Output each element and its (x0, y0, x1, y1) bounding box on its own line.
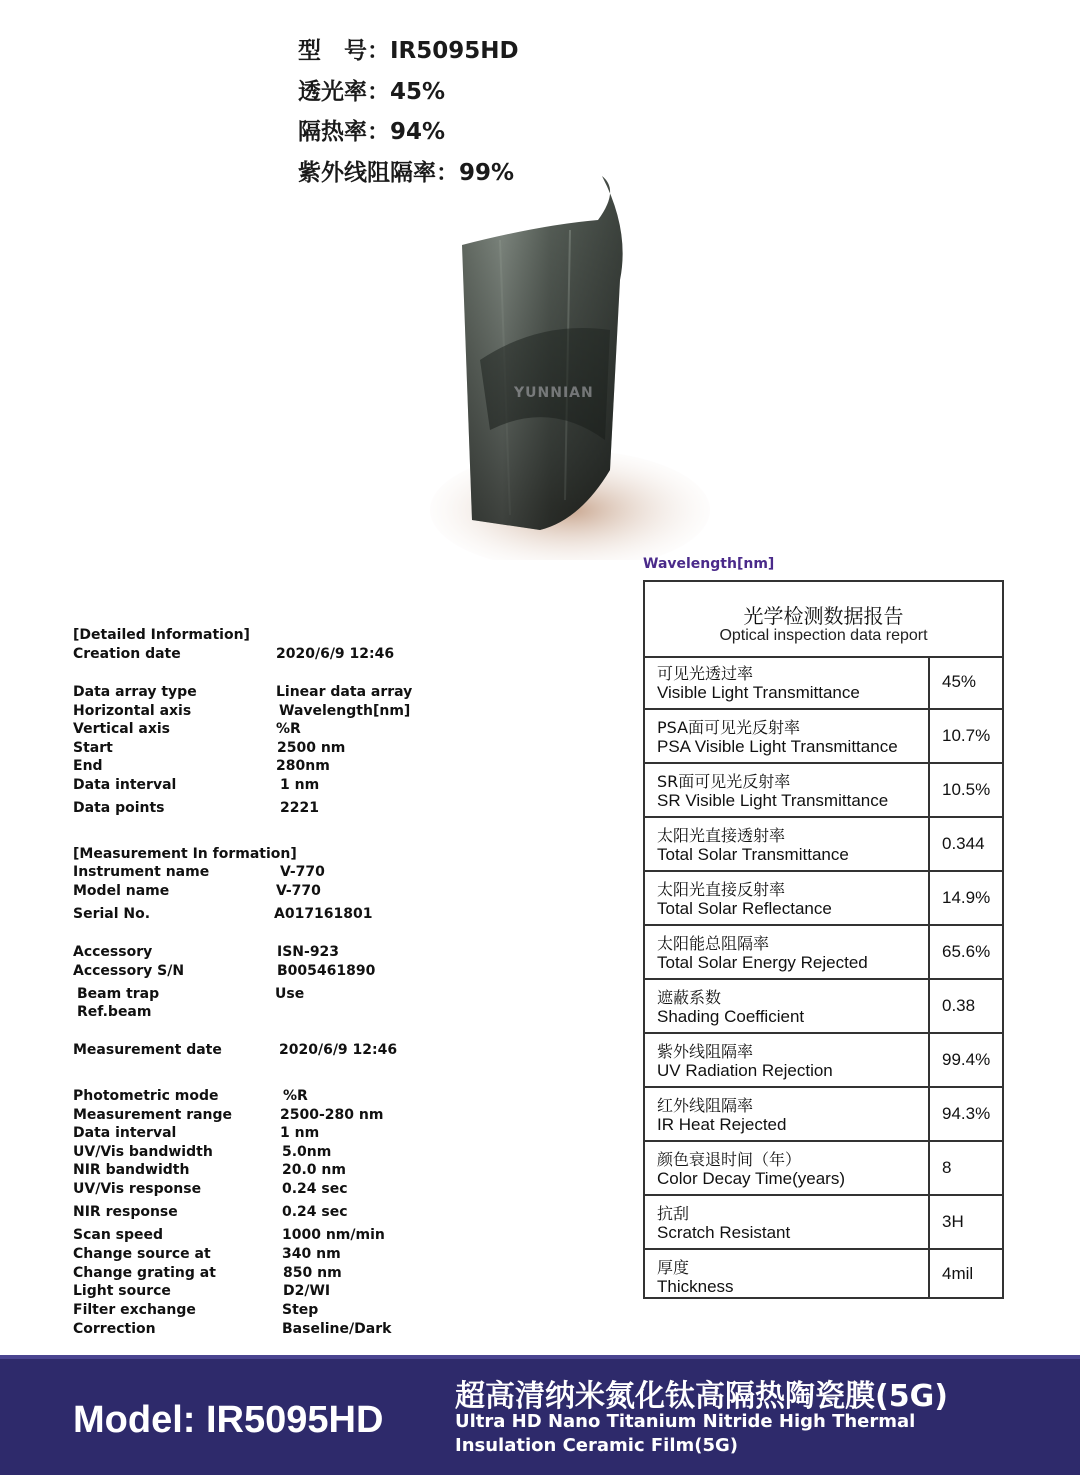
wavelength-caption: Wavelength[nm] (643, 556, 775, 572)
row-value: 10.5% (928, 764, 1002, 816)
info-label: Start (73, 740, 113, 756)
info-value: 0.24 sec (282, 1181, 348, 1197)
row-label-zh: 紫外线阻隔率 (657, 1042, 754, 1061)
info-label: Accessory (73, 944, 153, 960)
row-value: 0.344 (928, 818, 1002, 870)
info-value: 2500-280 nm (280, 1107, 384, 1123)
info-label: Photometric mode (73, 1088, 219, 1104)
film-roll-image (420, 170, 720, 560)
info-label: NIR response (73, 1204, 178, 1220)
info-label: Creation date (73, 646, 181, 662)
row-label-zh: 颜色衰退时间（年） (657, 1150, 802, 1169)
transmittance-spec: 透光率：45% (298, 79, 446, 105)
table-row (645, 1088, 1002, 1142)
row-label-en: Scratch Resistant (657, 1223, 791, 1242)
info-label: Serial No. (73, 906, 151, 922)
row-label-en: Shading Coefficient (657, 1007, 805, 1026)
info-label: Measurement date (73, 1042, 222, 1058)
heat-insulation-spec: 隔热率：94% (298, 119, 446, 145)
info-label: Correction (73, 1321, 156, 1337)
info-label: Scan speed (73, 1227, 164, 1243)
table-row (645, 872, 1002, 926)
info-label: UV/Vis response (73, 1181, 202, 1197)
footer-title-zh: 超高清纳米氮化钛高隔热陶瓷膜(5G) (455, 1379, 948, 1414)
info-label: Filter exchange (73, 1302, 196, 1318)
info-value: 2221 (280, 800, 319, 816)
info-label: Light source (73, 1283, 171, 1299)
row-label-en: Total Solar Transmittance (657, 845, 849, 864)
row-label-en: Color Decay Time(years) (657, 1169, 845, 1188)
info-value: Wavelength[nm] (279, 703, 411, 719)
row-value: 4mil (928, 1250, 1002, 1297)
table-row (645, 710, 1002, 764)
info-value: Use (275, 986, 305, 1002)
info-value: 280nm (276, 758, 330, 774)
footer-title-en-line2: Insulation Ceramic Film(5G) (455, 1435, 739, 1456)
info-label: Beam trap (77, 986, 160, 1002)
model-spec: 型 号：IR5095HD (298, 38, 519, 64)
report-title-en: Optical inspection data report (719, 627, 928, 644)
row-label-en: IR Heat Rejected (657, 1115, 787, 1134)
info-label: NIR bandwidth (73, 1162, 190, 1178)
table-row (645, 656, 1002, 710)
info-label: Model name (73, 883, 170, 899)
info-value: V-770 (276, 883, 321, 899)
info-label: Change source at (73, 1246, 211, 1262)
info-value: 1 nm (280, 777, 320, 793)
info-value: 1000 nm/min (282, 1227, 385, 1243)
row-label-en: Thickness (657, 1277, 734, 1296)
table-row (645, 764, 1002, 818)
row-value: 65.6% (928, 926, 1002, 978)
row-label-en: PSA Visible Light Transmittance (657, 737, 898, 756)
info-value: B005461890 (277, 963, 376, 979)
info-value: Step (282, 1302, 319, 1318)
table-row (645, 926, 1002, 980)
report-header (645, 582, 1002, 658)
info-value: 2020/6/9 12:46 (276, 646, 395, 662)
info-value: Baseline/Dark (282, 1321, 392, 1337)
table-row (645, 1142, 1002, 1196)
info-value: 1 nm (280, 1125, 320, 1141)
info-value: A017161801 (274, 906, 373, 922)
row-label-zh: 太阳光直接反射率 (657, 880, 786, 899)
info-label: Instrument name (73, 864, 210, 880)
info-value: %R (276, 721, 301, 737)
info-section-heading: [Detailed Information] (73, 627, 250, 643)
row-label-zh: 厚度 (657, 1258, 690, 1277)
brand-watermark: YUNNIAN (514, 385, 594, 401)
info-value: 20.0 nm (282, 1162, 346, 1178)
info-label: Vertical axis (73, 721, 170, 737)
row-value: 94.3% (928, 1088, 1002, 1140)
optical-report-table (643, 580, 1004, 1299)
row-value: 45% (928, 656, 1002, 708)
info-label: Ref.beam (77, 1004, 152, 1020)
info-value: 0.24 sec (282, 1204, 348, 1220)
table-row (645, 1250, 1002, 1297)
report-title-zh: 光学检测数据报告 (743, 604, 904, 628)
row-label-zh: 可见光透过率 (657, 664, 754, 683)
info-label: Data interval (73, 1125, 177, 1141)
row-label-en: Visible Light Transmittance (657, 683, 860, 702)
row-label-en: Total Solar Reflectance (657, 899, 832, 918)
info-value: 2020/6/9 12:46 (279, 1042, 398, 1058)
info-value: D2/WI (283, 1283, 331, 1299)
info-label: Data points (73, 800, 165, 816)
row-label-zh: 遮蔽系数 (657, 988, 722, 1007)
table-row (645, 818, 1002, 872)
info-value: V-770 (280, 864, 325, 880)
info-label: Measurement range (73, 1107, 233, 1123)
info-value: 2500 nm (277, 740, 346, 756)
row-value: 8 (928, 1142, 1002, 1194)
row-value: 14.9% (928, 872, 1002, 924)
info-value: Linear data array (276, 684, 413, 700)
info-label: Change grating at (73, 1265, 216, 1281)
row-label-en: SR Visible Light Transmittance (657, 791, 889, 810)
uv-rejection-spec: 紫外线阻隔率：99% (298, 160, 515, 186)
row-value: 99.4% (928, 1034, 1002, 1086)
row-value: 3H (928, 1196, 1002, 1248)
footer-title-en-line1: Ultra HD Nano Titanium Nitride High Thermal (455, 1411, 916, 1432)
table-row (645, 1034, 1002, 1088)
footer-model: Model: IR5095HD (73, 1399, 384, 1441)
row-label-zh: 太阳能总阻隔率 (657, 934, 770, 953)
info-label: End (73, 758, 103, 774)
info-label: Data array type (73, 684, 197, 700)
info-value: 850 nm (283, 1265, 342, 1281)
info-label: Horizontal axis (73, 703, 192, 719)
row-value: 10.7% (928, 710, 1002, 762)
info-value: 5.0nm (282, 1144, 332, 1160)
row-label-zh: 红外线阻隔率 (657, 1096, 754, 1115)
row-label-en: Total Solar Energy Rejected (657, 953, 868, 972)
info-section-heading: [Measurement In formation] (73, 846, 297, 862)
row-label-en: UV Radiation Rejection (657, 1061, 833, 1080)
row-label-zh: 抗刮 (657, 1204, 690, 1223)
info-value: %R (283, 1088, 308, 1104)
table-row (645, 980, 1002, 1034)
info-label: UV/Vis bandwidth (73, 1144, 213, 1160)
row-label-zh: 太阳光直接透射率 (657, 826, 786, 845)
footer-banner (0, 1355, 1080, 1475)
row-label-zh: PSA面可见光反射率 (657, 718, 801, 737)
table-row (645, 1196, 1002, 1250)
row-label-zh: SR面可见光反射率 (657, 772, 791, 791)
info-value: ISN-923 (277, 944, 340, 960)
info-value: 340 nm (282, 1246, 341, 1262)
info-label: Accessory S/N (73, 963, 185, 979)
info-label: Data interval (73, 777, 177, 793)
row-value: 0.38 (928, 980, 1002, 1032)
